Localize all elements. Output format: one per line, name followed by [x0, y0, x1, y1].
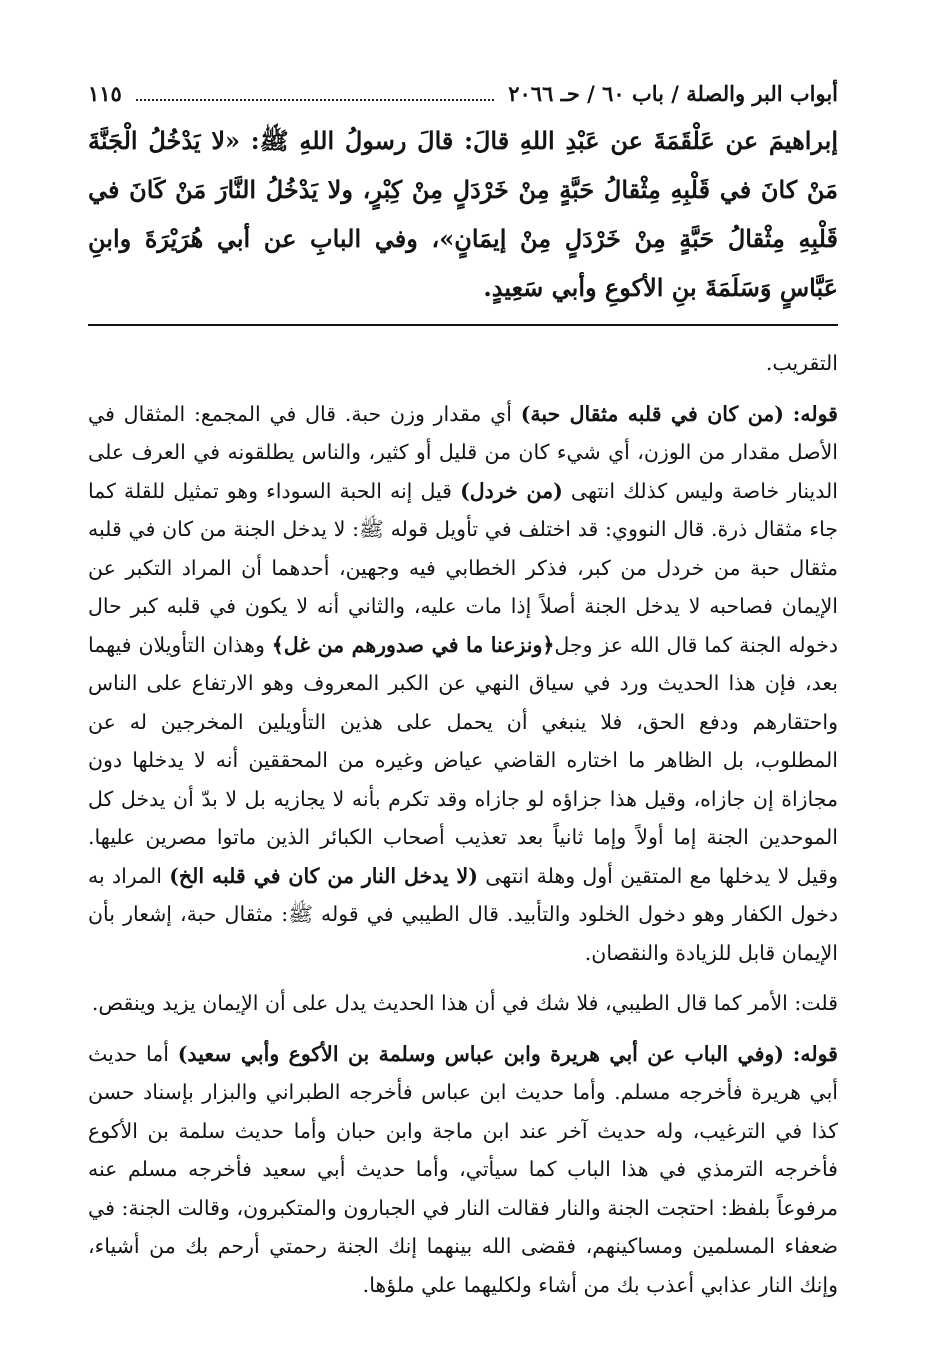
quoted-phrase: (من كان في قلبه مثقال حبة) — [520, 401, 784, 426]
paragraph-lead: قوله: — [792, 1041, 838, 1066]
quoted-phrase: (من خردل) — [460, 478, 563, 503]
commentary — [88, 344, 838, 1304]
commentary-paragraph-4 — [88, 1035, 838, 1305]
book-page — [88, 78, 838, 1316]
page-number: ١١٥ — [88, 81, 122, 106]
commentary-paragraph-2 — [88, 395, 838, 973]
quoted-phrase: (لا يدخل النار من كان في قلبه الخ) — [169, 863, 478, 888]
quran-quote: ﴿ونزعنا ما في صدورهم من غل﴾ — [271, 632, 555, 657]
commentary-paragraph-1: التقريب. — [765, 351, 838, 375]
hadith-text: إبراهيمَ عن عَلْقَمَةَ عن عَبْدِ اللهِ قالَ: قالَ رسولُ اللهِ ﷺ: «لا يَدْخُلُ الْجَنَّةَ مَنْ كانَ في قَلْبِهِ مِثْقالُ حَبَّةٍ مِنْ خَرْدَلٍ مِنْ كِبْرٍ، ولا يَدْخُلُ النَّارَ مَنْ كَانَ في قَلْبِهِ مِثْقالُ حَبَّةٍ مِنْ خَرْدَلٍ مِنْ إيمَانٍ»، وفي البابِ عن أبي هُرَيْرَةَ وابنِ عَبَّاسٍ وَسَلَمَةَ بنِ الأكوعِ وأبي سَعِيدٍ. — [88, 126, 838, 302]
paragraph-lead: قوله: — [792, 401, 838, 426]
commentary-text: وهذان التأويلان فيهما بعد، فإن هذا الحديث ورد في سياق النهي عن الكبر المعروف وهو الارتفاع على الناس واحتقارهم ودفع الحق، فلا ينبغي أن يحمل على هذين التأويلين المخرجين له عن المطلوب، بل الظاهر ما اختاره القاضي عياض وغيره من المحققين أنه لا يدخلها دون مجازاة إن جازاه، وقيل هذا جزاؤه لو جازاه وقد تكرم بأنه لا يجازيه بل لا بدّ أن يدخل كل الموحدين الجنة إما أولاً وإما ثانياً بعد تعذيب أصحاب الكبائر الذين ماتوا مصرين عليها. وقيل لا يدخلها مع المتقين أول وهلة انتهى — [88, 632, 838, 888]
section-divider — [88, 324, 838, 326]
commentary-text: أما حديث أبي هريرة فأخرجه مسلم. وأما حديث ابن عباس فأخرجه الطبراني والبزار بإسناد حسن كذا في الترغيب، وله حديث آخر عند ابن ماجة وابن حبان وأما حديث سلمة بن الأكوع فأخرجه الترمذي في هذا الباب كما سيأتي، وأما حديث أبي سعيد فأخرجه مسلم عنه مرفوعاً بلفظ: احتجت الجنة والنار فقالت النار في الجبارون والمتكبرون، وقالت الجنة: في ضعفاء المسلمين ومساكينهم، فقضى الله بينهما إنك الجنة رحمتي أرحم بك من أشياء، وإنك النار عذابي أعذب بك من أشاء ولكليهما علي ملؤها. — [88, 1041, 838, 1297]
commentary-text: أي مقدار وزن حبة. قال في المجمع: المثقال في الأصل مقدار من الوزن، أي شيء كان من قليل أو كثير، والناس يطلقونه في العرف على الدينار خاصة وليس كذلك انتهى — [88, 401, 838, 503]
running-header — [88, 78, 838, 112]
header-leader-dots — [136, 98, 494, 101]
commentary-text: المراد به دخول الكفار وهو دخول الخلود والتأبيد. قال الطيبي في قوله ﷺ: مثقال حبة، إشعار بأن الإيمان قابل للزيادة والنقصان. — [88, 863, 838, 965]
commentary-paragraph-3: قلت: الأمر كما قال الطيبي، فلا شك في أن هذا الحديث يدل على أن الإيمان يزيد وينقص. — [91, 991, 838, 1015]
commentary-text: قيل إنه الحبة السوداء وهو تمثيل للقلة كما جاء مثقال ذرة. قال النووي: قد اختلف في تأويل قوله ﷺ: لا يدخل الجنة من كان في قلبه مثقال حبة من خردل من كبر، فذكر الخطابي فيه وجهين، أحدهما أن المراد التكبر عن الإيمان فصاحبه لا يدخل الجنة أصلاً إذا مات عليه، والثاني أنه لا يكون في قلبه كبر حال دخوله الجنة كما قال الله عز وجل — [88, 478, 838, 657]
header-title: أبواب البر والصلة / باب ٦٠ / حـ ٢٠٦٦ — [508, 81, 838, 106]
quoted-phrase: (وفي الباب عن أبي هريرة وابن عباس وسلمة بن الأكوع وأبي سعيد) — [177, 1041, 784, 1066]
hadith-text-block — [88, 116, 838, 312]
